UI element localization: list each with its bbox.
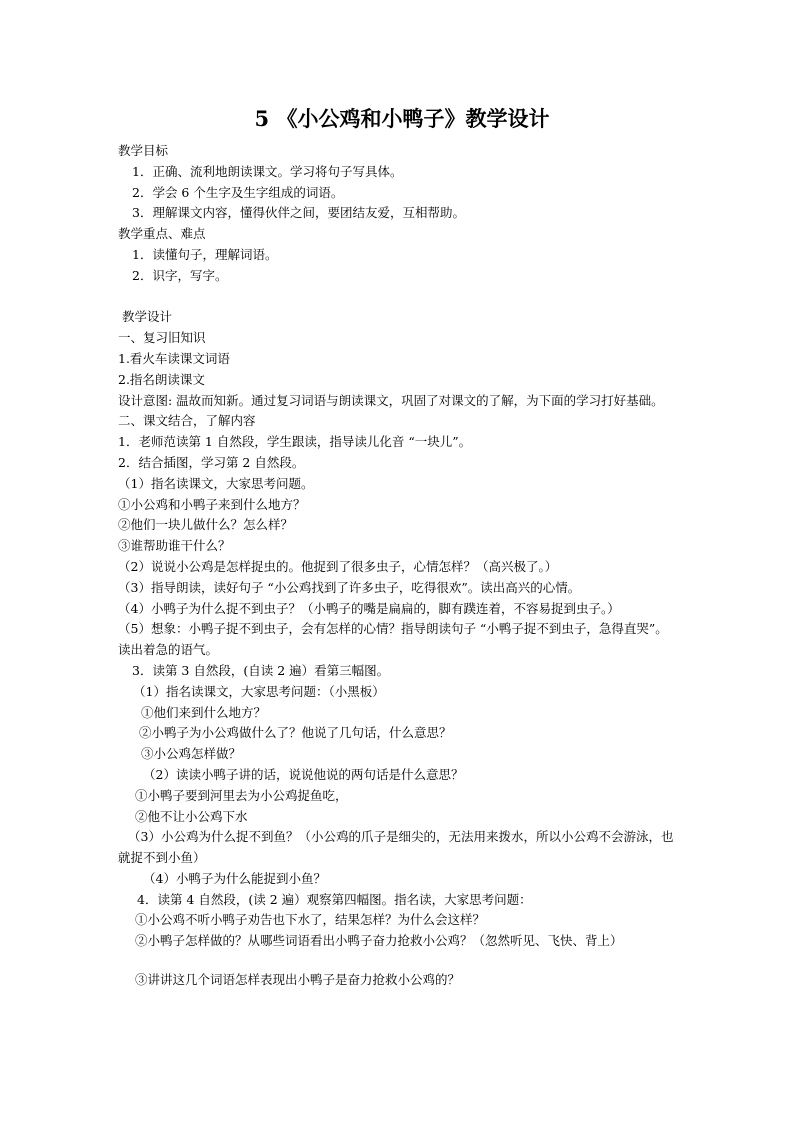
section-heading-objectives: 教学目标 [118,143,169,158]
answer-item: ②他不让小公鸡下水 [135,808,248,824]
paragraph-line: 1．老师范读第 1 自然段，学生跟读，指导读儿化音 “一块儿”。 [118,434,472,450]
key-point-item: 1．读懂句子，理解词语。 [132,246,278,262]
paragraph-line: 1.看火车读课文词语 [118,350,230,366]
objective-item: 2．学会 6 个生字及生字组成的词语。 [132,184,344,200]
spacer [118,287,678,308]
paragraph-line: 3．读第 3 自然段，(自读 2 遍）看第三幅图。 [132,662,390,678]
question-item: ①小公鸡和小鸭子来到什么地方？ [118,496,306,512]
question-item: ②小鸭子怎样做的？从哪些词语看出小鸭子奋力抢救小公鸡？（忽然听见、飞快、背上） [135,933,623,949]
spacer [118,952,678,970]
objective-item: 1．正确、流利地朗读课文。学习将句子写具体。 [132,163,403,179]
paragraph-line: 2．结合插图，学习第 2 自然段。 [118,454,305,470]
question-item: ②他们一块儿做什么？怎么样？ [118,517,294,533]
paragraph-line: （3）小公鸡为什么捉不到鱼？（小公鸡的爪子是细尖的，无法用来拨水，所以小公鸡不会游泳，也就捉不到小鱼） [118,829,674,866]
paragraph-line: （1）指名读课文，大家思考问题。 [118,475,314,491]
question-item: ③谁帮助谁干什么？ [118,538,231,554]
paragraph-line: （2）说说小公鸡是怎样捉虫的。他捉到了很多虫子，心情怎样？（高兴极了。） [118,558,558,574]
section-heading-review: 一、复习旧知识 [118,330,206,346]
paragraph-line: 2.指名朗读课文 [118,371,205,387]
question-item: ①他们来到什么地方？ [141,704,267,720]
section-heading-text-study: 二、课文结合，了解内容 [118,413,256,429]
paragraph-line: 4．读第 4 自然段，(读 2 遍）观察第四幅图。指名读，大家思考问题： [137,891,532,907]
key-point-item: 2．识字，写字。 [132,267,228,283]
answer-item: ①小鸭子要到河里去为小公鸡捉鱼吃， [135,787,348,803]
paragraph-line: （4）小鸭子为什么能捉到小鱼？ [143,870,326,886]
question-item: ③小公鸡怎样做？ [141,746,242,762]
question-item: ①小公鸡不听小鸭子劝告也下水了，结果怎样？为什么会这样？ [135,912,486,928]
objective-item: 3．理解课文内容，懂得伙伴之间，要团结友爱，互相帮助。 [132,205,465,221]
design-intent-paragraph: 设计意图: 温故而知新。通过复习词语与朗读课文，巩固了对课文的了解，为下面的学习打好基础。 [118,392,664,408]
paragraph-line: （1）指名读课文，大家思考问题：（小黑板） [133,683,385,699]
paragraph-line: （3）指导朗读，读好句子 “小公鸡找到了许多虫子，吃得很欢”。读出高兴的心情。 [118,579,581,595]
page-title: 5 《小公鸡和小鸭子》教学设计 [254,106,550,131]
question-item: ②小鸭子为小公鸡做什么了？他说了几句话，什么意思？ [139,725,452,741]
section-heading-design: 教学设计 [122,309,173,325]
document-page [118,103,678,991]
section-heading-key-points: 教学重点、难点 [118,226,206,242]
paragraph-line: （2）读读小鸭子讲的话，说说他说的两句话是什么意思？ [143,766,464,782]
paragraph-line: （5）想象：小鸭子捉不到虫子，会有怎样的心情？指导朗读句子 “小鸭子捉不到虫子，急得直哭”。读出着急的语气。 [118,621,668,658]
paragraph-line: （4）小鸭子为什么捉不到虫子？（小鸭子的嘴是扁扁的，脚有蹼连着，不容易捉到虫子。） [118,600,620,616]
question-item: ③讲讲这几个词语怎样表现出小鸭子是奋力抢救小公鸡的？ [135,972,461,988]
